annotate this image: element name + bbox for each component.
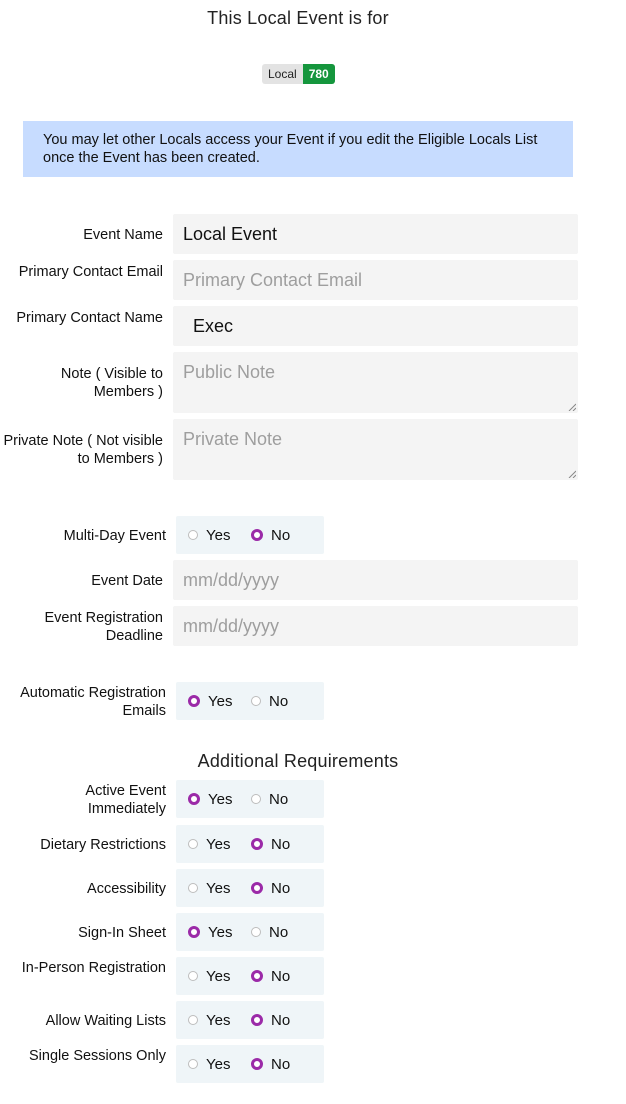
- radio-no[interactable]: [251, 882, 263, 894]
- radio-no[interactable]: [251, 838, 263, 850]
- no-text: No: [271, 835, 291, 853]
- radio-no[interactable]: [251, 1014, 263, 1026]
- private-note-label: Private Note ( Not visible to Members ): [3, 433, 163, 467]
- yes-text: Yes: [208, 692, 233, 710]
- yes-text: Yes: [206, 1011, 231, 1029]
- accessibility-yes-option[interactable]: [188, 880, 230, 897]
- public-note-label: Note ( Visible to Members ): [60, 366, 163, 400]
- radio-yes[interactable]: [188, 530, 198, 540]
- no-text: No: [271, 1055, 291, 1073]
- allow-waiting-lists-label: Allow Waiting Lists: [45, 1013, 166, 1029]
- radio-yes[interactable]: [188, 926, 200, 938]
- event-date-placeholder: mm/dd/yyyy: [183, 569, 280, 590]
- active-event-immediately-yes-option[interactable]: [188, 791, 232, 808]
- event-name-input[interactable]: [173, 214, 578, 254]
- accessibility-no-option[interactable]: [251, 880, 290, 897]
- resize-handle-icon[interactable]: [568, 403, 576, 411]
- dietary-restrictions-yes-option[interactable]: [188, 836, 230, 853]
- dietary-restrictions-no-option[interactable]: [251, 836, 290, 853]
- in-person-registration-no-option[interactable]: [251, 968, 290, 985]
- radio-no[interactable]: [251, 529, 263, 541]
- no-text: No: [269, 923, 289, 941]
- in-person-registration-radio-group: [176, 957, 324, 995]
- single-sessions-only-no-option[interactable]: [251, 1056, 290, 1073]
- no-text: No: [271, 879, 291, 897]
- primary-contact-name-label: Primary Contact Name: [16, 310, 163, 326]
- radio-no[interactable]: [251, 794, 261, 804]
- allow-waiting-lists-yes-option[interactable]: [188, 1012, 230, 1029]
- no-text: No: [271, 1011, 291, 1029]
- yes-text: Yes: [208, 790, 233, 808]
- multi-day-radio-group: [176, 516, 324, 554]
- in-person-registration-label: In-Person Registration: [21, 960, 166, 976]
- event-name-label: Event Name: [83, 227, 163, 243]
- resize-handle-icon[interactable]: [568, 470, 576, 478]
- event-date-label: Event Date: [91, 573, 163, 589]
- yes-text: Yes: [206, 1055, 231, 1073]
- additional-requirements-title: Additional Requirements: [197, 751, 399, 771]
- allow-waiting-lists-radio-group: [176, 1001, 324, 1039]
- radio-no[interactable]: [251, 696, 261, 706]
- dietary-restrictions-label: Dietary Restrictions: [40, 837, 166, 853]
- allow-waiting-lists-no-option[interactable]: [251, 1012, 290, 1029]
- local-badge: [262, 64, 335, 84]
- info-message: You may let other Locals access your Event if you edit the Eligible Locals List once the Event has been created.: [23, 121, 573, 177]
- event-name-value: Local Event: [183, 223, 278, 244]
- auto-emails-label: Automatic Registration Emails: [20, 685, 166, 719]
- no-text: No: [269, 790, 289, 808]
- primary-contact-name-value: Exec: [183, 315, 234, 336]
- registration-deadline-placeholder: mm/dd/yyyy: [183, 615, 280, 636]
- in-person-registration-yes-option[interactable]: [188, 968, 230, 985]
- sign-in-sheet-radio-group: [176, 913, 324, 951]
- active-event-immediately-radio-group: [176, 780, 324, 818]
- multi-day-label: Multi-Day Event: [63, 528, 166, 544]
- radio-yes[interactable]: [188, 839, 198, 849]
- multi-day-yes-option[interactable]: [188, 527, 230, 544]
- radio-yes[interactable]: [188, 793, 200, 805]
- primary-contact-name-input[interactable]: [173, 306, 578, 346]
- radio-yes[interactable]: [188, 971, 198, 981]
- radio-yes[interactable]: [188, 1015, 198, 1025]
- sign-in-sheet-no-option[interactable]: [251, 924, 288, 941]
- private-note-placeholder: Private Note: [183, 429, 283, 449]
- yes-text: Yes: [206, 967, 231, 985]
- radio-no[interactable]: [251, 1058, 263, 1070]
- auto-emails-no-option[interactable]: [251, 693, 288, 710]
- yes-text: Yes: [206, 835, 231, 853]
- yes-text: Yes: [206, 526, 231, 544]
- single-sessions-only-label: Single Sessions Only: [28, 1048, 166, 1064]
- primary-contact-email-label: Primary Contact Email: [18, 264, 163, 280]
- private-note-textarea[interactable]: [173, 419, 578, 480]
- event-date-input[interactable]: [173, 560, 578, 600]
- radio-yes[interactable]: [188, 1059, 198, 1069]
- multi-day-no-option[interactable]: [251, 527, 290, 544]
- radio-no[interactable]: [251, 970, 263, 982]
- public-note-placeholder: Public Note: [183, 362, 276, 382]
- yes-text: Yes: [208, 923, 233, 941]
- primary-contact-email-input[interactable]: [173, 260, 578, 300]
- auto-emails-yes-option[interactable]: [188, 693, 232, 710]
- active-event-immediately-no-option[interactable]: [251, 791, 288, 808]
- no-text: No: [269, 692, 289, 710]
- local-badge-number: 780: [303, 64, 335, 84]
- single-sessions-only-yes-option[interactable]: [188, 1056, 230, 1073]
- registration-deadline-label: Event Registration Deadline: [44, 610, 163, 644]
- radio-no[interactable]: [251, 927, 261, 937]
- accessibility-label: Accessibility: [87, 881, 166, 897]
- single-sessions-only-radio-group: [176, 1045, 324, 1083]
- no-text: No: [271, 967, 291, 985]
- primary-contact-email-placeholder: Primary Contact Email: [183, 269, 363, 290]
- yes-text: Yes: [206, 879, 231, 897]
- no-text: No: [271, 526, 291, 544]
- sign-in-sheet-label: Sign-In Sheet: [78, 925, 166, 941]
- radio-yes[interactable]: [188, 695, 200, 707]
- dietary-restrictions-radio-group: [176, 825, 324, 863]
- registration-deadline-input[interactable]: [173, 606, 578, 646]
- radio-yes[interactable]: [188, 883, 198, 893]
- active-event-immediately-label: Active Event Immediately: [85, 783, 166, 817]
- public-note-textarea[interactable]: [173, 352, 578, 413]
- auto-emails-radio-group: [176, 682, 324, 720]
- accessibility-radio-group: [176, 869, 324, 907]
- sign-in-sheet-yes-option[interactable]: [188, 924, 232, 941]
- local-badge-label: Local: [262, 64, 303, 84]
- page-title: This Local Event is for: [207, 8, 389, 28]
